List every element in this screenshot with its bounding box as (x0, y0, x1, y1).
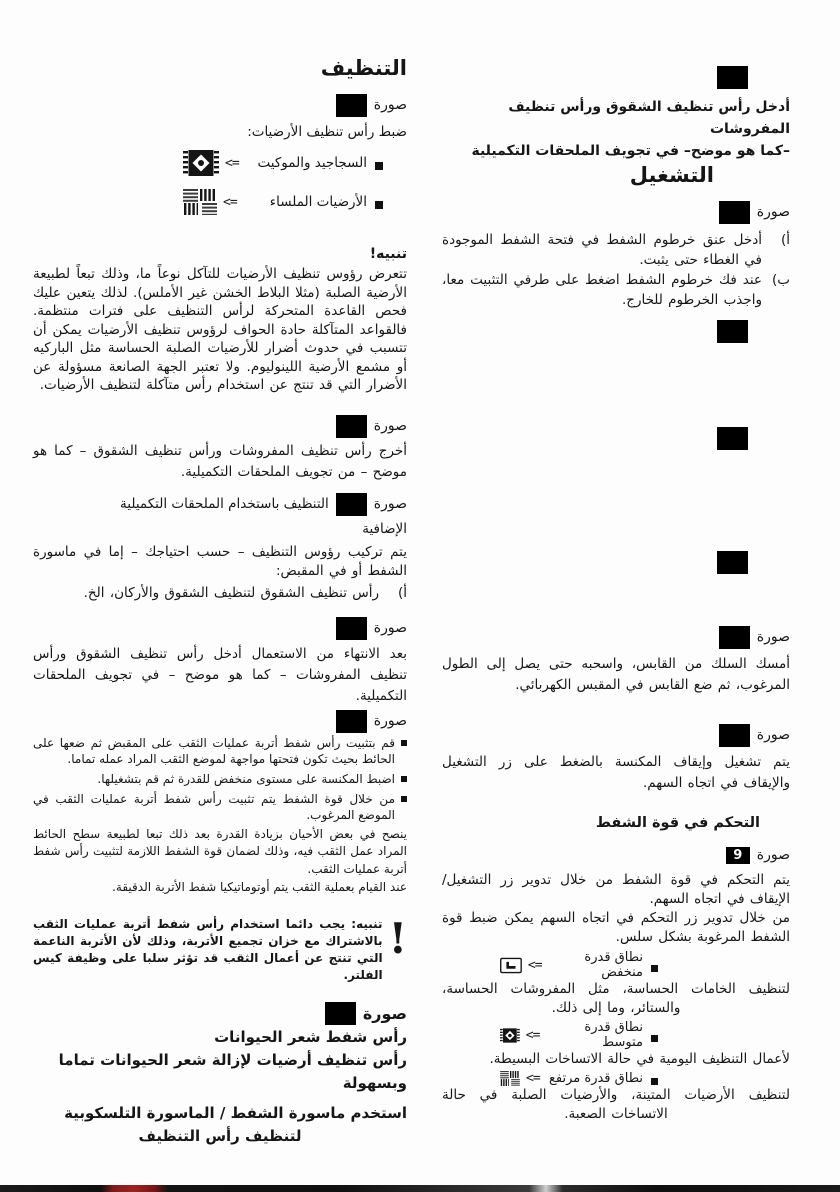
power-level-desc: لأعمال التنظيف اليومية في حالة الاتساخات البسيطة. (489, 1051, 790, 1067)
drill-bullet-text: من خلال قوة الشفط يتم تثبيت رأس شفط أتربة عمليات الثقب في الموضع المرغوب. (33, 791, 395, 822)
suction-adjust-paragraph: من خلال تدوير زر التحكم في اتجاه السهم يمكن ضبط قوة الشفط المرغوبة بشكل سلس. (442, 910, 790, 945)
figure-row-9 (442, 844, 790, 867)
figure-row (33, 415, 407, 438)
on-off-paragraph: يتم تشغيل وإيقاف المكنسة بالضغط على زر التشغيل والإيقاف في اتجاه السهم. (442, 754, 790, 791)
power-level-row-medium (500, 1020, 658, 1050)
figure-label: صورة (373, 712, 407, 729)
power-level-row-high (500, 1071, 658, 1086)
figure-placeholder (719, 626, 750, 649)
drill-bullet (33, 735, 407, 767)
section-title-operation: التشغيل (629, 163, 714, 187)
caution-title: تنبيه! (369, 246, 407, 262)
figure-placeholder (717, 320, 748, 343)
animal-hair-title: رأس شفط شعر الحيوانات (214, 1028, 407, 1046)
figure-row-accessories (33, 493, 407, 516)
figure-row (33, 94, 407, 117)
item-text: عند فك خرطوم الشفط اضغط على طرفي التثبيت معا، واجذب الخرطوم للخارج. (442, 272, 762, 308)
drill-bullet (33, 771, 407, 787)
figure-placeholder (719, 724, 750, 747)
figure-row-bold (33, 1002, 407, 1025)
insert-heads-line: –كما هو موضح– في تجويف الملحقات التكميلية (471, 143, 790, 159)
page-edge-strip (0, 1185, 840, 1192)
figure-placeholder (719, 201, 750, 224)
figure-placeholder (336, 415, 367, 438)
arrow-glyph: <= (223, 194, 237, 210)
figure-placeholder (336, 710, 367, 733)
figure-placeholder (717, 66, 748, 89)
floor-type-label: السجاجيد والموكيت (257, 155, 367, 171)
figure-row (442, 201, 790, 224)
arrow-glyph: <= (527, 957, 542, 973)
power-level-desc: لتنظيف الأرضيات المتينة، والأرضيات الصلبة في حالة الاتساخات الصعبة. (442, 1087, 790, 1122)
bullet-square (401, 776, 407, 782)
figure-label: صورة (756, 629, 790, 645)
arrow-glyph: <= (526, 1071, 540, 1086)
figure-placeholder (717, 551, 748, 574)
exclamation-icon: ! (388, 914, 407, 963)
item-marker: أ) (780, 232, 790, 248)
hard-floor-icon (183, 189, 217, 215)
figure-label: صورة (373, 495, 407, 512)
item-marker: أ) (397, 584, 407, 601)
bullet-square (375, 162, 383, 170)
warning-note (33, 916, 407, 984)
power-level-label: نطاق قدرة منخفض (584, 950, 643, 980)
after-use-paragraph: بعد الانتهاء من الاستعمال أدخل رأس تنظيف الشقوق ورأس تنظيف المفروشات – كما هو موضح – في تجويف الملحقات التكميلية. (33, 645, 407, 704)
animal-hair-line: رأس تنظيف أرضيات لإزالة شعر الحيوانات تماما (58, 1051, 407, 1069)
bullet-square (401, 740, 407, 746)
bullet-square (401, 796, 407, 802)
power-cord-paragraph: أمسك السلك من القابس، واسحبه حتى يصل إلى الطول المرغوب، ثم ضع القابس في المقبس الكهربائي. (442, 656, 790, 693)
accessories-title: التنظيف باستخدام الملحقات التكميلية (120, 496, 329, 512)
animal-hair-line: وبسهولة (342, 1074, 407, 1092)
figure-placeholder (717, 427, 748, 450)
figure-row (442, 724, 790, 747)
carpet-icon (500, 1028, 520, 1043)
figure-label: صورة (373, 97, 407, 113)
telescopic-tube-line: لتنظيف رأس التنظيف (138, 1127, 302, 1145)
power-level-row-low (500, 950, 658, 980)
drill-bullet (33, 791, 407, 823)
bullet-square (651, 965, 658, 972)
figure-row (33, 617, 407, 640)
warning-note-text: تنبيه: يجب دائما استخدام رأس شفط أتربة عمليات الثقب بالاشتراك مع خزان تجميع الأتربة، وذلك لأن الأتربة الناعمة التي تنتج عن أعمال الثقب قد تؤثر سلبا على وظيفة كيس الفلتر. (33, 917, 383, 982)
item-text: أدخل عنق خرطوم الشفط في فتحة الشفط الموجودة في الغطاء حتى يثبت. (442, 232, 762, 268)
drill-bullet-text: اضبط المكنسة على مستوى منخفض للقدرة ثم قم بتشغيلها. (97, 771, 395, 786)
hard-floor-icon (500, 1071, 520, 1086)
caution-paragraph: تتعرض رؤوس تنظيف الأرضيات للتآكل نوعاً ما، وذلك تبعاً لطبيعة الأرضية الصلبة (مثلا البلاط الخشن غير الأملس). لذلك يتعين عليك فحص القاعدة المتحركة لرأس التنظيف على فترات منتظمة. فالقواعد المتآكلة حادة الحواف لرؤوس تنظيف الأرضيات يمكن أن تتسبب في حدوث أضرار للأرضيات الصلبة الحساسة مثل الباركيه أو مشمع الأرضية اللينوليوم. ولا تعتبر الجهة الصانعة مسؤولة عن الأضرار التي قد تنتج عن استخدام رأس متآكلة لتنظيف الأرضيات. (33, 266, 407, 393)
floor-type-label: الأرضيات الملساء (269, 194, 367, 210)
drill-auto-paragraph: عند القيام بعملية الثقب يتم أوتوماتيكيا شفط الأتربة الدقيقة. (112, 880, 407, 894)
power-level-label: نطاق قدرة مرتفع (549, 1071, 643, 1086)
insert-heads-line: أدخل رأس تنظيف الشقوق ورأس تنظيف المفروشات (508, 99, 790, 137)
adjust-floor-head-line: ضبط رأس تنظيف الأرضيات: (247, 124, 407, 140)
suction-power-heading: التحكم في قوة الشفط (595, 815, 760, 831)
bullet-square (651, 1035, 658, 1042)
list-item-a (442, 230, 790, 270)
figure-label: صورة (756, 727, 790, 743)
arrow-glyph: <= (525, 1027, 540, 1043)
bullet-square (651, 1078, 658, 1085)
figure-placeholder (336, 493, 367, 516)
suction-control-paragraph: يتم التحكم في قوة الشفط من خلال تدوير زر التشغيل/الإيقاف في اتجاه السهم. (442, 872, 790, 907)
floor-type-row-carpet (183, 150, 383, 176)
arrow-glyph: <= (225, 155, 239, 171)
figure-row (33, 710, 407, 733)
power-level-desc: لتنظيف الخامات الحساسة، مثل المفروشات الحساسة، والستائر، وما إلى ذلك. (442, 981, 790, 1016)
item-marker: ب) (772, 272, 790, 288)
carpet-icon (183, 150, 219, 176)
drill-bullet-text: قم بتثبيت رأس شفط أتربة عمليات الثقب على المقبض ثم ضعها على الحائط بحيث تكون فتحتها مواجهة لموضع الثقب المراد عمله تماما. (33, 735, 395, 766)
drill-advice-paragraph: ينصح في بعض الأحيان بزيادة القدرة بعد ذلك تبعا لطبيعة سطح الحائط المراد عمل الثقب فيه، وذلك لضمان قوة الشفط اللازمة لتثبيت رأس شفط أتربة عمليات الثقب. (33, 826, 407, 876)
bullet-square (375, 201, 383, 209)
attach-heads-paragraph: يتم تركيب رؤوس التنظيف – حسب احتياجك – إما في ماسورة الشفط أو في المقبض: (33, 543, 407, 579)
column-operation (442, 0, 790, 1124)
power-level-label: نطاق قدرة متوسط (584, 1020, 643, 1050)
item-text: رأس تنظيف الشقوق لتنظيف الشقوق والأركان، الخ. (83, 584, 379, 601)
list-item-b (442, 270, 790, 310)
remove-accessories-paragraph: أخرج رأس تنظيف المفروشات ورأس تنظيف الشقوق – كما هو موضح – من تجويف الملحقات التكميلية. (33, 442, 407, 480)
section-title-cleaning: التنظيف (320, 56, 407, 80)
figure-placeholder (336, 94, 367, 117)
figure-label: صورة (373, 417, 407, 434)
figure-placeholder (336, 617, 367, 640)
figure-label: صورة (756, 847, 790, 863)
figure-number-box: 9 (726, 847, 750, 864)
upholstery-icon (500, 957, 522, 974)
telescopic-tube-line: استخدم ماسورة الشفط / الماسورة التلسكوبية (64, 1104, 407, 1122)
figure-row (442, 626, 790, 649)
list-item-a (33, 583, 407, 603)
figure-label: صورة (373, 619, 407, 636)
column-cleaning (33, 0, 407, 1148)
figure-placeholder (325, 1002, 356, 1025)
accessories-title-cont: الإضافية (362, 520, 407, 537)
figure-label: صورة (362, 1004, 407, 1023)
floor-type-row-smooth (183, 189, 383, 215)
figure-label: صورة (756, 204, 790, 220)
